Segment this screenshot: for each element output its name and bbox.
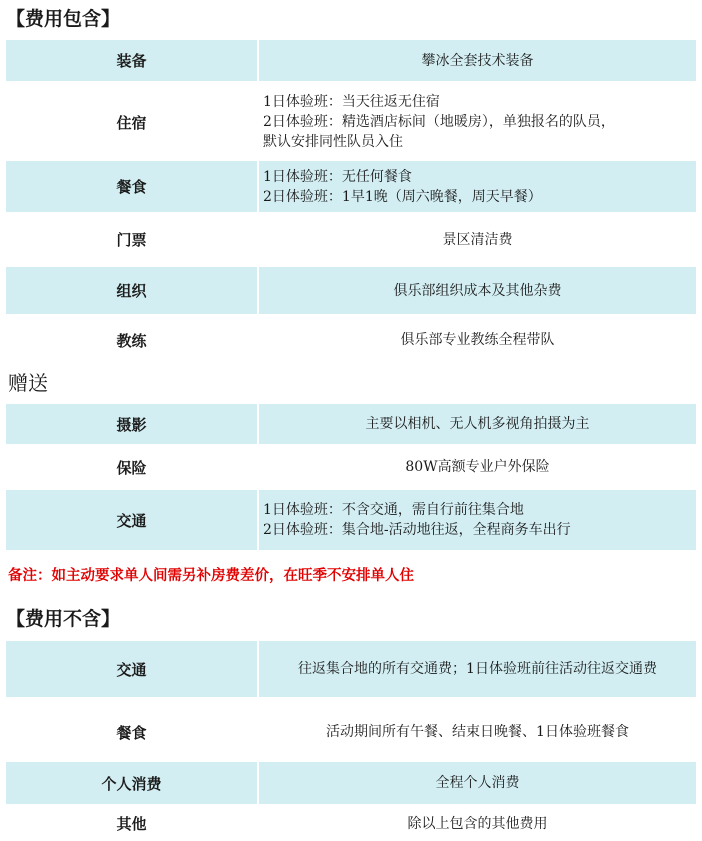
- row-label: 保险: [116, 458, 147, 477]
- row-label: 住宿: [116, 113, 147, 132]
- excluded-heading: 【费用不含】: [6, 608, 121, 630]
- table-row-meals: [6, 161, 696, 212]
- row-label: 个人消费: [6, 762, 257, 804]
- row-value: [259, 267, 696, 314]
- table-row-tickets: [6, 216, 696, 263]
- gift-heading: 赠送: [8, 371, 48, 395]
- table-row-lodging: [6, 86, 696, 158]
- row-value: [259, 86, 696, 158]
- row-label: 交通: [6, 490, 257, 550]
- row-value: [259, 490, 696, 550]
- row-value-line: 俱乐部组织成本及其他杂费: [393, 282, 562, 299]
- table-row-other: [6, 806, 696, 841]
- table-row-coach: [6, 317, 696, 363]
- row-label: 教练: [116, 331, 147, 350]
- row-value-line: 1日体验班：当天往返无住宿: [263, 94, 440, 110]
- row-label: 其他: [116, 815, 147, 833]
- table-row-equipment: [6, 40, 696, 81]
- row-value-line: 2日体验班：1早1晚（周六晚餐，周天早餐）: [263, 188, 542, 205]
- remark-note: 备注：如主动要求单人间需另补房费差价，在旺季不安排单人住: [8, 567, 414, 584]
- row-value-line: 往返集合地的所有交通费；1日体验班前往活动往返交通费: [298, 661, 657, 677]
- row-label: 门票: [116, 231, 147, 249]
- included-heading: 【费用包含】: [6, 8, 121, 30]
- row-value-line: 主要以相机、无人机多视角拍摄为主: [365, 416, 590, 432]
- row-value-line: 活动期间所有午餐、结束日晚餐、1日体验班餐食: [326, 724, 629, 740]
- row-value: [259, 447, 696, 487]
- row-value: [259, 40, 696, 81]
- table-row-transport-gift: [6, 490, 696, 550]
- row-label: 餐食: [116, 723, 147, 742]
- row-label: 摄影: [6, 404, 257, 444]
- row-label: 组织: [6, 267, 257, 314]
- row-value-line: 80W高额专业户外保险: [405, 459, 550, 475]
- table-row-transport-excluded: [6, 641, 696, 697]
- row-value-line: 2日体验班：集合地-活动地往返，全程商务车出行: [263, 522, 571, 538]
- row-value: [259, 762, 696, 804]
- row-label: 交通: [6, 641, 257, 697]
- table-row-personal-expenses: [6, 762, 696, 804]
- row-value-line: 默认安排同性队员入住: [263, 134, 403, 150]
- row-value: [259, 404, 696, 444]
- row-value-line: 除以上包含的其他费用: [407, 815, 548, 832]
- row-value: [259, 317, 696, 363]
- table-row-insurance: [6, 447, 696, 487]
- table-row-meals-excluded: [6, 706, 696, 758]
- row-value: [259, 161, 696, 212]
- row-label: 装备: [6, 40, 257, 81]
- row-value-line: 攀冰全套技术装备: [421, 52, 534, 69]
- table-row-photography: [6, 404, 696, 444]
- row-value-line: 俱乐部专业教练全程带队: [400, 332, 555, 348]
- row-value-line: 全程个人消费: [435, 775, 520, 791]
- row-value-line: 2日体验班：精选酒店标间（地暖房），单独报名的队员，: [263, 114, 615, 130]
- row-value: [259, 641, 696, 697]
- row-value: [259, 706, 696, 758]
- row-value: [259, 806, 696, 841]
- row-value-line: 1日体验班：无任何餐食: [263, 168, 412, 185]
- row-label: 餐食: [6, 161, 257, 212]
- row-value-line: 景区清洁费: [442, 231, 513, 248]
- row-value-line: 1日体验班：不含交通，需自行前往集合地: [263, 502, 524, 518]
- table-row-organization: [6, 267, 696, 314]
- row-value: [259, 216, 696, 263]
